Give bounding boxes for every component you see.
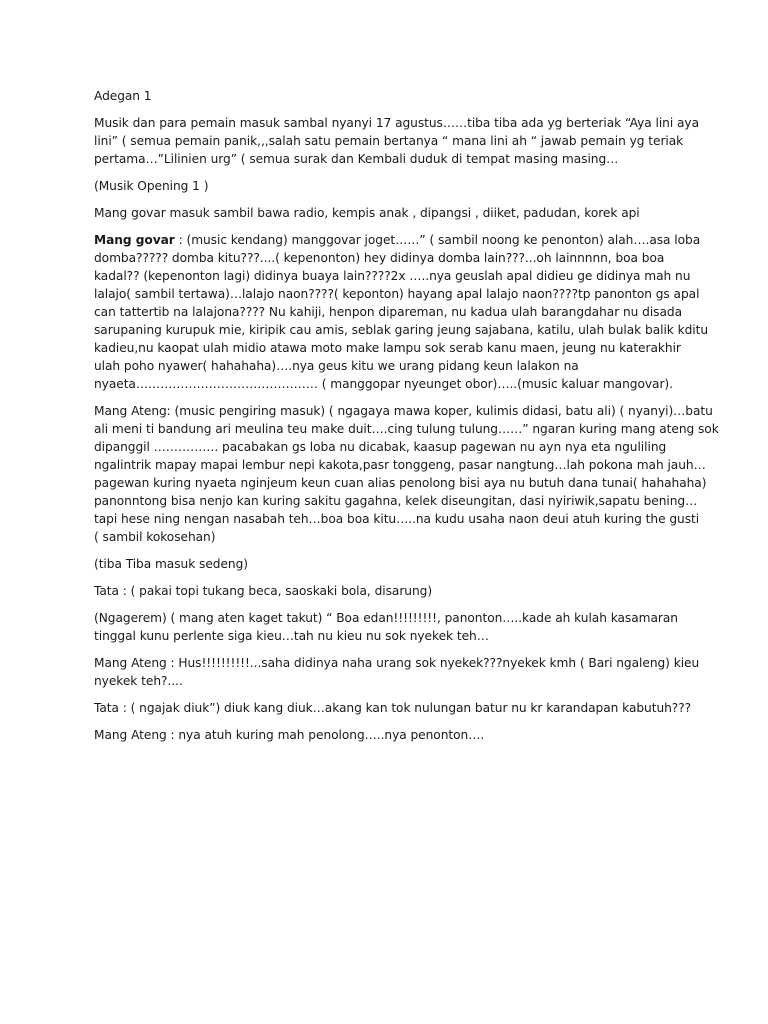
paragraph bbox=[94, 699, 692, 717]
text-line: Adegan 1 bbox=[94, 89, 152, 103]
text-line: Tata : ( ngajak diuk”) diuk kang diuk…akang kan tok nulungan batur nu kr karandapan kabutuh??? bbox=[94, 701, 692, 715]
text-line: kadal?? (kepenonton lagi) didinya buaya lain????2x …..nya geuslah apal didieu ge didinya mah nu bbox=[94, 269, 691, 283]
document-body bbox=[94, 87, 719, 753]
text-line: nyekek teh?.... bbox=[94, 674, 183, 688]
text-line: Musik dan para pemain masuk sambal nyanyi 17 agustus……tiba tiba ada yg berteriak “Aya lini aya bbox=[94, 116, 700, 130]
text-line: can tattertib na lalajona???? Nu kahiji, henpon dipareman, nu kadua ulah barangdahar nu disada bbox=[94, 305, 683, 319]
paragraph bbox=[94, 555, 676, 573]
text-line: ulah poho nyawer( hahahaha)….nya geus kitu we urang pidang keun lalakon na bbox=[94, 359, 579, 373]
text-line: (Ngagerem) ( mang aten kaget takut) “ Boa edan!!!!!!!!!, panonton…..kade ah kulah kasamaran bbox=[94, 611, 678, 625]
text-line: Mang Ateng : Hus!!!!!!!!!!...saha didinya naha urang sok nyekek???nyekek kmh ( Bari ngaleng) kieu bbox=[94, 656, 700, 670]
text-line: pertama…”Lilinien urg” ( semua surak dan Kembali duduk di tempat masing masing… bbox=[94, 152, 619, 166]
text-line: lini” ( semua pemain panik,,,salah satu pemain bertanya “ mana lini ah “ jawab pemain yg teriak bbox=[94, 134, 684, 148]
text-line: (tiba Tiba masuk sedeng) bbox=[94, 557, 248, 571]
text-line: dipanggil ……………. pacabakan gs loba nu dicabak, kaasup pagewan nu ayn nya eta nguliling bbox=[94, 440, 667, 454]
line-text: : (music kendang) manggovar joget……” ( sambil noong ke penonton) alah….asa loba bbox=[174, 233, 701, 247]
paragraph bbox=[94, 204, 676, 222]
paragraph bbox=[94, 231, 709, 393]
text-line: Mang govar masuk sambil bawa radio, kempis anak , dipangsi , diiket, padudan, korek api bbox=[94, 206, 640, 220]
speaker-name: Mang govar bbox=[94, 233, 175, 247]
text-line bbox=[94, 231, 701, 249]
text-line: panonntong bisa nenjo kan kuring sakitu gagahna, kelek diseungitan, dasi nyiriwik,sapatu bening… bbox=[94, 494, 698, 508]
text-line: kadieu,nu kaopat ulah midio atawa moto make lampu sok serab kanu maen, jeung nu katerakhir bbox=[94, 341, 681, 355]
text-line: pagewan kuring nyaeta nginjeum keun cuan alias penolong bisi aya nu butuh dana tunai( hahahaha) bbox=[94, 476, 707, 490]
paragraph bbox=[94, 114, 700, 168]
text-line: ( sambil kokosehan) bbox=[94, 530, 216, 544]
paragraph bbox=[94, 177, 676, 195]
paragraph bbox=[94, 654, 700, 690]
text-line: lalajo( sambil tertawa)…lalajo naon????( keponton) hayang apal lalajo naon????tp panonton gs apal bbox=[94, 287, 700, 301]
paragraph bbox=[94, 402, 719, 546]
text-line: domba????? domba kitu???....( kepenonton) hey didinya domba lain???...oh lainnnnn, boa boa bbox=[94, 251, 665, 265]
text-line: Tata : ( pakai topi tukang beca, saoskaki bola, disarung) bbox=[94, 584, 433, 598]
text-line: sarupaning kurupuk mie, kiripik cau amis, seblak garing jeung sajabana, katilu, ulah bulak balik kditu bbox=[94, 323, 709, 337]
text-line: tinggal kunu perlente siga kieu…tah nu kieu nu sok nyekek teh… bbox=[94, 629, 489, 643]
text-line: tapi hese ning nengan nasabah teh…boa boa kitu…..na kudu usaha naon deui atuh kuring the gusti bbox=[94, 512, 700, 526]
text-line: Mang Ateng : nya atuh kuring mah penolong…..nya penonton…. bbox=[94, 728, 485, 742]
text-line: ali meni ti bandung ari meulina teu make duit….cing tulung tulung……” ngaran kuring mang ateng sok bbox=[94, 422, 719, 436]
text-line: (Musik Opening 1 ) bbox=[94, 179, 209, 193]
paragraph bbox=[94, 87, 676, 105]
text-line: Mang Ateng: (music pengiring masuk) ( ngagaya mawa koper, kulimis didasi, batu ali) ( nyanyi)…batu bbox=[94, 404, 713, 418]
paragraph bbox=[94, 582, 676, 600]
paragraph bbox=[94, 609, 676, 645]
paragraph bbox=[94, 726, 676, 744]
text-line: nyaeta……………………………………… ( manggopar nyeunget obor)…..(music kaluar mangovar). bbox=[94, 377, 673, 391]
text-line: ngalintrik mapay mapai lembur nepi kakota,pasr tonggeng, pasar nangtung…lah pokona mah jauh… bbox=[94, 458, 706, 472]
